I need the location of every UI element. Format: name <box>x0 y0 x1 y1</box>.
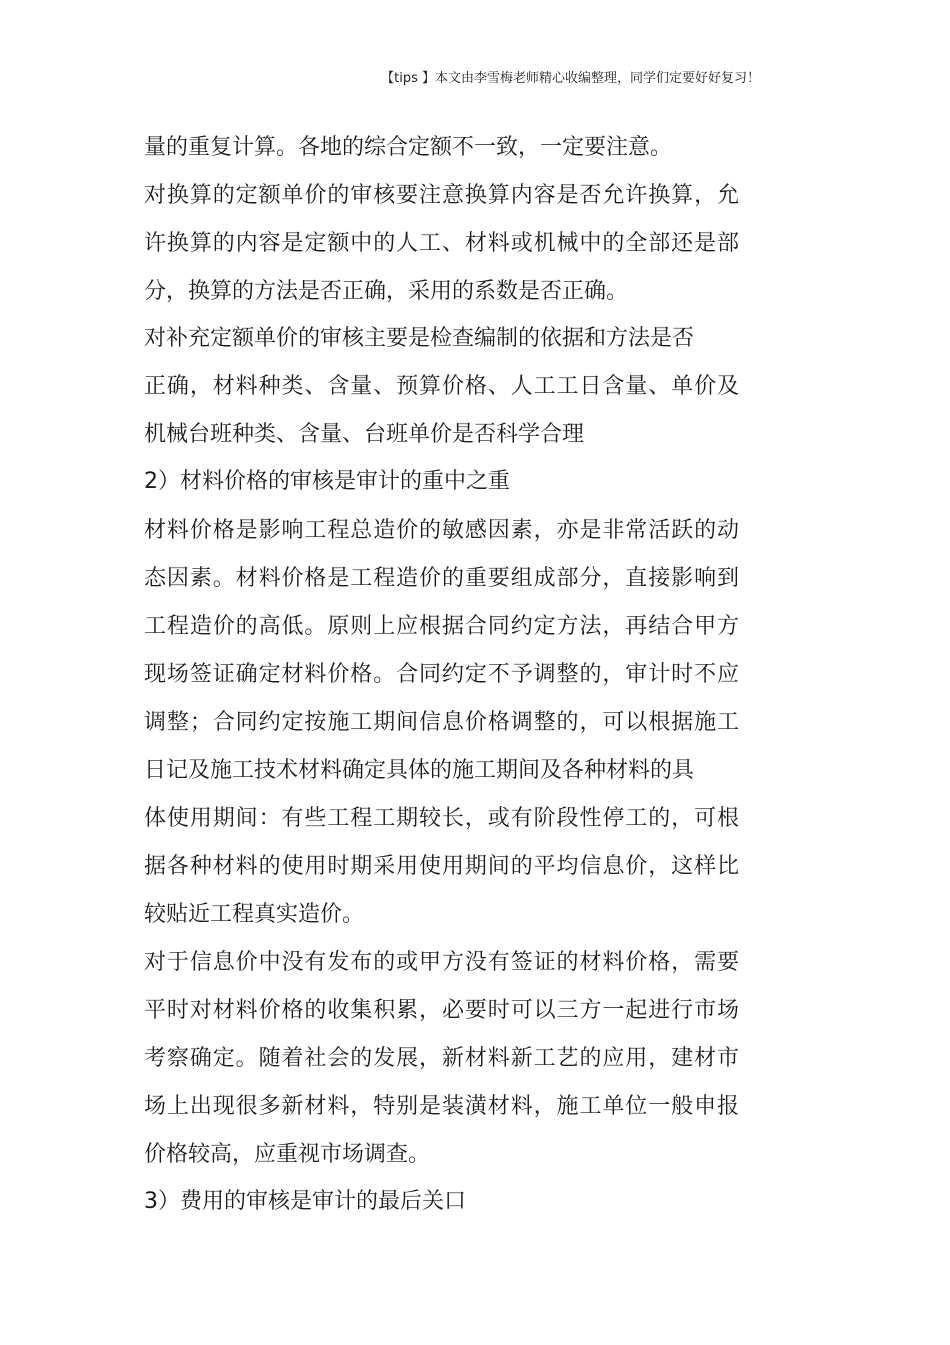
text-line: 现场签证确定材料价格。合同约定不予调整的，审计时不应 <box>144 662 739 687</box>
text-line: 许换算的内容是定额中的人工、材料或机械中的全部还是部 <box>144 231 739 256</box>
text-line: 分，换算的方法是否正确，采用的系数是否正确。 <box>144 279 629 304</box>
text-line: 体使用期间：有些工程工期较长，或有阶段性停工的，可根 <box>144 806 739 831</box>
text-line: 量的重复计算。各地的综合定额不一致，一定要注意。 <box>144 135 673 160</box>
text-line: 态因素。材料价格是工程造价的重要组成部分，直接影响到 <box>144 566 739 591</box>
header-tip: 【tips 】本文由李雪梅老师精心收编整理，同学们定要好好复习！ <box>381 71 760 86</box>
text-line: 价格较高，应重视市场调查。 <box>144 1142 431 1167</box>
text-line: 据各种材料的使用时期采用使用期间的平均信息价，这样比 <box>144 854 739 879</box>
text-line: 对于信息价中没有发布的或甲方没有签证的材料价格，需要 <box>144 950 739 975</box>
text-line: 调整；合同约定按施工期间信息价格调整的，可以根据施工 <box>144 710 739 735</box>
section-heading: 3）费用的审核是审计的最后关口 <box>144 1189 466 1214</box>
text-line: 平时对材料价格的收集积累，必要时可以三方一起进行市场 <box>144 998 739 1023</box>
text-line: 场上出现很多新材料，特别是装潢材料，施工单位一般申报 <box>144 1094 739 1119</box>
text-line: 正确，材料种类、含量、预算价格、人工工日含量、单价及 <box>144 374 739 399</box>
text-line: 日记及施工技术材料确定具体的施工期间及各种材料的具 <box>144 758 695 783</box>
text-line: 对换算的定额单价的审核要注意换算内容是否允许换算，允 <box>144 183 739 208</box>
text-line: 材料价格是影响工程总造价的敏感因素，亦是非常活跃的动 <box>144 518 739 543</box>
text-line: 考察确定。随着社会的发展，新材料新工艺的应用，建材市 <box>144 1046 739 1071</box>
text-line: 对补充定额单价的审核主要是检查编制的依据和方法是否 <box>144 326 695 351</box>
text-line: 机械台班种类、含量、台班单价是否科学合理 <box>144 422 585 447</box>
text-line: 较贴近工程真实造价。 <box>144 902 365 927</box>
section-heading: 2）材料价格的审核是审计的重中之重 <box>144 469 510 494</box>
text-line: 工程造价的高低。原则上应根据合同约定方法，再结合甲方 <box>144 614 739 639</box>
